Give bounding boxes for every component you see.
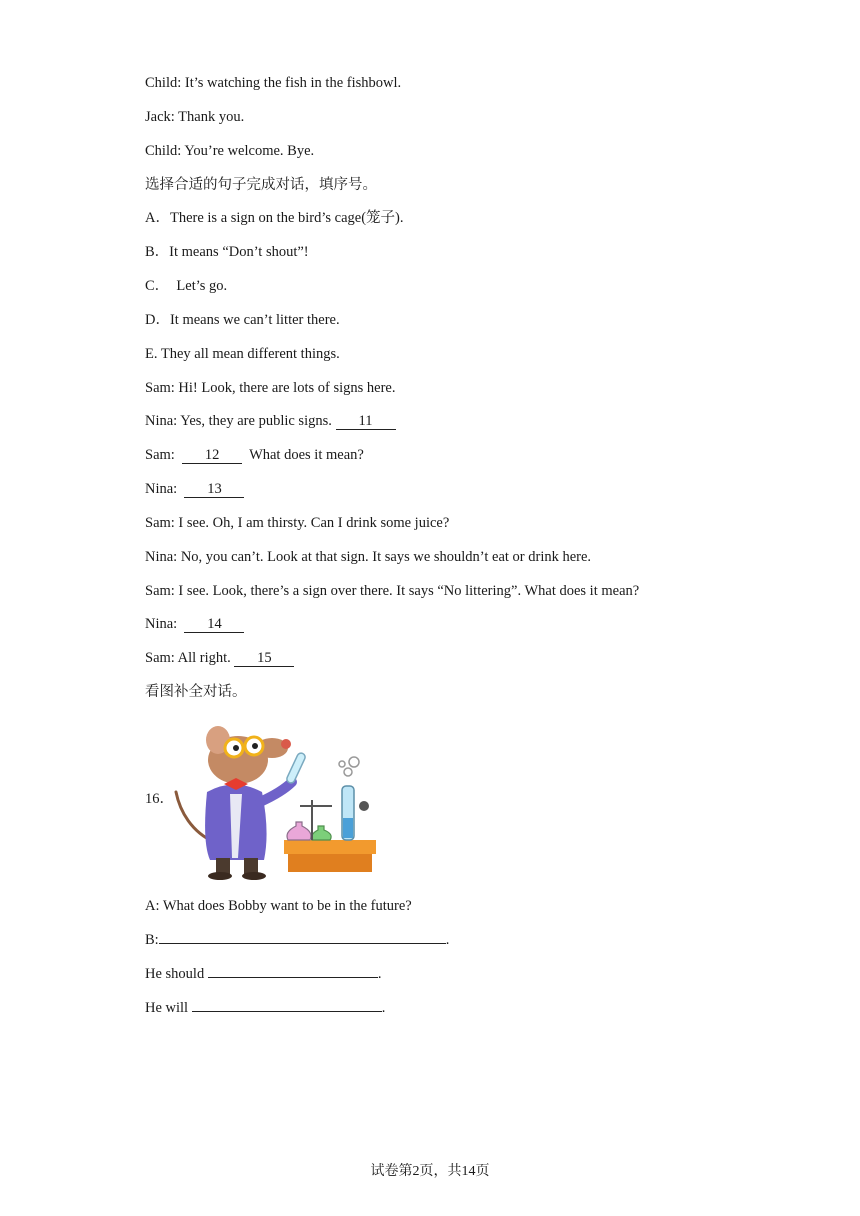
dialogue-text: Sam: All right. — [145, 650, 235, 666]
answer-line-should — [145, 965, 381, 983]
question-line: A: What does Bobby want to be in the future? — [145, 898, 412, 914]
option-c: C． Let’s go. — [145, 278, 228, 294]
dialogue-line: Sam: Hi! Look, there are lots of signs here. — [145, 380, 396, 396]
dialogue-line: Sam: I see. Look, there’s a sign over there. It says “No littering”. What does it mean? — [145, 583, 640, 599]
dialogue-text: Nina: Yes, they are public signs. — [145, 413, 336, 429]
section-instruction: 选择合适的句子完成对话，填序号。 — [145, 177, 377, 193]
section-instruction: 看图补全对话。 — [145, 684, 247, 700]
scientist-mouse-illustration — [172, 722, 392, 884]
option-d: D．It means we can’t litter there. — [145, 312, 340, 328]
answer-blank-12[interactable]: 12 — [182, 447, 242, 464]
question-number: 16． — [145, 791, 174, 807]
option-e: E. They all mean different things. — [145, 346, 340, 362]
answer-blank-15[interactable]: 15 — [234, 650, 294, 667]
dialogue-line — [145, 615, 244, 633]
speaker-label: Nina: — [145, 616, 181, 632]
punctuation: . — [381, 1000, 386, 1016]
dialogue-line: Nina: No, you can’t. Look at that sign. It says we shouldn’t eat or drink here. — [145, 549, 592, 565]
dialogue-line — [145, 649, 294, 667]
dialogue-line: Child: You’re welcome. Bye. — [145, 143, 315, 159]
punctuation: . — [445, 932, 450, 948]
answer-blank-b[interactable] — [159, 931, 446, 944]
answer-line-will — [145, 999, 385, 1017]
answer-blank-14[interactable]: 14 — [184, 616, 244, 633]
dialogue-line: Sam: I see. Oh, I am thirsty. Can I drink some juice? — [145, 515, 450, 531]
sentence-stem: He will — [145, 1000, 192, 1016]
punctuation: . — [377, 966, 382, 982]
answer-blank-will[interactable] — [192, 999, 382, 1012]
dialogue-line — [145, 480, 244, 498]
option-b: B．It means “Don’t shout”! — [145, 244, 309, 260]
sentence-stem: He should — [145, 966, 208, 982]
speaker-label: Nina: — [145, 481, 181, 497]
answer-blank-13[interactable]: 13 — [184, 481, 244, 498]
dialogue-line — [145, 446, 364, 464]
dialogue-text: What does it mean? — [249, 447, 364, 463]
answer-blank-should[interactable] — [208, 965, 378, 978]
option-a: A．There is a sign on the bird’s cage(笼子). — [145, 210, 404, 226]
answer-blank-11[interactable]: 11 — [336, 413, 396, 430]
page-footer: 试卷第2页，共14页 — [370, 1164, 490, 1179]
speaker-label: Sam: — [145, 447, 179, 463]
answer-line-b — [145, 931, 449, 949]
dialogue-line: Jack: Thank you. — [145, 109, 245, 125]
dialogue-line: Child: It’s watching the fish in the fishbowl. — [145, 75, 402, 91]
speaker-label: B: — [145, 932, 159, 948]
dialogue-line — [145, 412, 396, 430]
